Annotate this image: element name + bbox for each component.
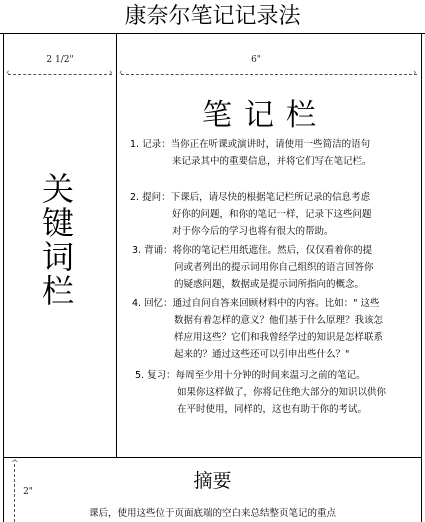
- cue-width-label: 2 1/2": [46, 55, 74, 65]
- cue-title-char: 词: [41, 238, 74, 276]
- summary-height-arrow-up-icon: ^: [11, 459, 19, 469]
- note-line: 如果你这样做了，你将记住绝大部分的知识以供你: [177, 387, 387, 398]
- notes-column-title: 笔记栏: [202, 98, 328, 133]
- cue-width-dimension-line: [8, 74, 112, 75]
- note-line: 复习：每周至少用十分钟的时间来温习之前的笔记。: [147, 370, 366, 381]
- note-number: 2.: [130, 192, 140, 203]
- note-line: 的疑惑问题，数据或是提示词所指向的概念。: [174, 279, 365, 290]
- note-number: 1.: [130, 139, 140, 150]
- note-item-review: [135, 367, 386, 418]
- note-line: 来记录其中的重要信息，并将它们写在笔记栏。: [172, 156, 372, 167]
- note-line: 提问：下课后，请尽快的根据笔记栏所记录的信息考虑: [142, 192, 371, 203]
- notes-width-arrow-right-icon: ›: [413, 68, 417, 78]
- cue-column-title: [38, 172, 78, 308]
- notes-width-label: 6": [251, 55, 261, 65]
- cue-width-arrow-right-icon: ›: [109, 68, 113, 78]
- note-line: 数据有着怎样的意义？他们基于什么原理？我该怎: [174, 315, 384, 326]
- cue-title-char: 栏: [41, 272, 74, 310]
- note-number: 3.: [132, 245, 142, 256]
- note-item-record: [130, 136, 372, 170]
- summary-text: 课后，使用这些位于页面底端的空白来总结整页笔记的重点: [88, 508, 336, 519]
- cue-width-arrow-left-icon: ‹: [6, 68, 10, 78]
- frame-right-border: [421, 33, 422, 522]
- note-line: 起来的？通过这些还可以引申出些什么？": [174, 349, 350, 360]
- note-line: 记录：当你正在听课或演讲时，请使用一些简洁的语句: [142, 139, 371, 150]
- notes-width-dimension-line: [121, 74, 417, 75]
- notes-width-arrow-left-icon: ‹: [119, 68, 123, 78]
- note-item-recite: [132, 242, 374, 293]
- summary-title: 摘要: [193, 470, 232, 492]
- summary-height-label: 2": [23, 487, 33, 497]
- note-line: 背诵：将你的笔记栏用纸遮住。然后，仅仅看着你的提: [144, 245, 373, 256]
- column-divider: [116, 33, 117, 457]
- note-item-question: [130, 189, 372, 240]
- frame-left-border: [3, 33, 4, 522]
- cue-title-char: 键: [41, 204, 74, 242]
- note-item-reflect: [132, 295, 383, 363]
- note-line: 样应用这些？它们和我曾经学过的知识是怎样联系: [174, 332, 384, 343]
- note-line: 回忆：通过自问自答来回顾材料中的内容。比如：" 这些: [144, 298, 380, 309]
- summary-divider: [3, 457, 422, 458]
- page-title: 康奈尔笔记记录法: [124, 4, 301, 29]
- note-line: 在平时使用，同样的，这也有助于你的考试。: [177, 404, 368, 415]
- note-number: 5.: [135, 370, 145, 381]
- cue-title-char: 关: [41, 170, 74, 208]
- note-line: 问或者列出的提示词用你自己组织的语言回答你: [174, 262, 374, 273]
- note-number: 4.: [132, 298, 142, 309]
- note-line: 对于你今后的学习也将有很大的帮助。: [172, 226, 334, 237]
- title-divider: [0, 33, 425, 34]
- note-line: 好你的问题，和你的笔记一样，记录下这些问题: [172, 209, 372, 220]
